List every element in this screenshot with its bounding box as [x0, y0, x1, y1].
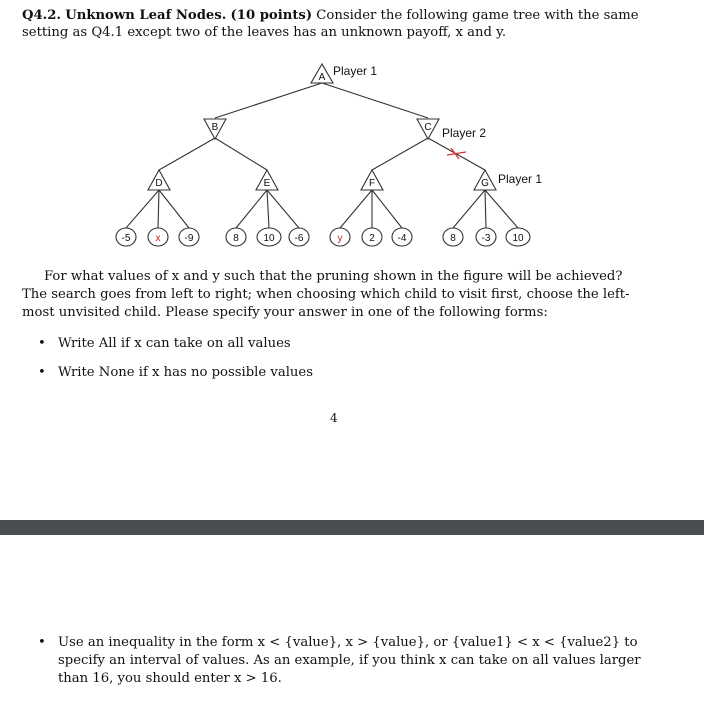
leaf-value: 8: [233, 233, 239, 244]
bullet-dot: •: [38, 336, 46, 351]
page-divider: [0, 520, 704, 535]
node-e-label: E: [263, 178, 271, 189]
leaf-value: 8: [450, 233, 456, 244]
instructions-paragraph: For what values of x and y such that the pruning shown in the figure will be achieved? The search goes from left to right; when choosing which child to visit first, choose the left-most unvisited child. Please specify your answer in one of the following forms:: [22, 269, 630, 320]
edge-b-e: [215, 138, 267, 170]
node-a-label: A: [318, 72, 326, 83]
player-label-a: Player 1: [333, 64, 378, 78]
node-d-label: D: [155, 178, 163, 189]
edge-b-d: [159, 138, 215, 170]
leaf-value: 10: [263, 233, 275, 244]
node-f-label: F: [368, 178, 376, 189]
leaf-value: y: [337, 233, 343, 244]
bullet-text: Write None if x has no possible values: [58, 365, 313, 380]
question-heading: [22, 7, 682, 41]
edge-a-b: [215, 83, 322, 118]
page-number: 4: [330, 411, 338, 425]
game-tree: [0, 55, 704, 255]
bullet-dot: •: [38, 365, 46, 380]
edge-c-f: [372, 138, 428, 170]
leaf-value: -5: [121, 233, 131, 244]
question-text: Consider the following game tree with the same setting as Q4.1 except two of the leaves has an unknown payoff, x and y.: [22, 8, 639, 40]
question-points: (10 points): [230, 8, 313, 23]
leaf-value: 2: [369, 233, 375, 244]
node-b-label: B: [211, 122, 219, 133]
question-title: Unknown Leaf Nodes.: [65, 8, 227, 23]
leaf-value: 10: [512, 233, 524, 244]
bullet-dot: •: [38, 635, 46, 650]
leaf-value: -6: [294, 233, 304, 244]
leaf-value: -4: [397, 233, 407, 244]
leaf-value: -3: [481, 233, 491, 244]
bullet-text: Use an inequality in the form x < {value}, x > {value}, or {value1} < x < {value2} to specify an interval of values. As an example, if you think x can take on all values larger than 16, you should enter x > 16.: [58, 635, 641, 686]
leaf-value: -9: [184, 233, 194, 244]
bullet-text: Write All if x can take on all values: [58, 336, 291, 351]
player-label-g: Player 1: [498, 172, 543, 186]
leaf-value: x: [155, 233, 161, 244]
node-g-label: G: [481, 178, 489, 189]
edge-a-c: [322, 83, 428, 118]
player-label-c: Player 2: [442, 126, 487, 140]
node-c-label: C: [424, 122, 432, 133]
question-number: Q4.2.: [22, 8, 62, 23]
